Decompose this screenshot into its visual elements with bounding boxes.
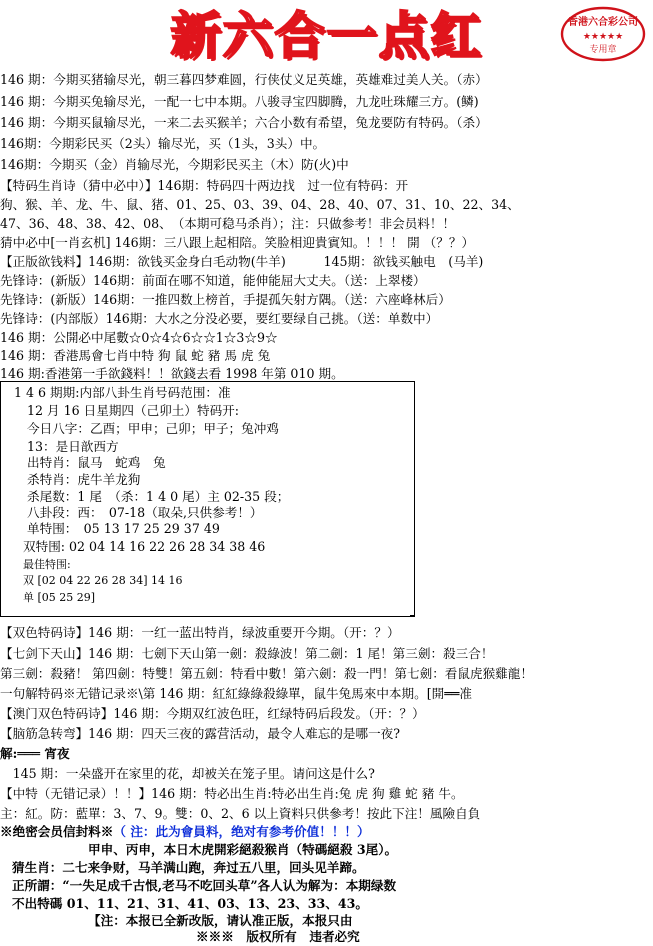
vip-line [0, 822, 653, 841]
box-line: 今日八字：乙酉；甲申；己卯；甲子；兔冲鸡 [27, 421, 279, 436]
prediction-line: 【七剑下天山】146 期：七劍下天山第一劍：殺綠波！第二劍：1 尾！第三劍：殺三合！ [0, 646, 494, 661]
box-line: 1 4 6 期期:内部八卦生肖号码范围：准 [14, 385, 231, 400]
riddle-answer: 解:═══ 宵夜 [0, 746, 70, 761]
company-seal [560, 6, 646, 62]
prediction-line: 先锋诗：(内部版）146期：大水之分没必要，要红要绿自己挑。（送：单数中） [0, 311, 439, 326]
box-line: 双特围: 02 04 14 16 22 26 28 34 38 46 [23, 539, 266, 554]
box-line: 单 [05 25 29] [23, 591, 96, 604]
prediction-line: 【中特（无错记录）！！】146 期：特必出生肖:特必出生肖:兔 虎 狗 雞 蛇 豬 牛。 [0, 786, 464, 801]
copyright-line: ※※※ 版权所有 违者必究 [196, 929, 360, 944]
prediction-line: 先锋诗：(新版）146期：一推四数上榜首，手提孤矢射方隅。（送：六座峰林后） [0, 292, 451, 307]
prediction-line: 145 期：一朵盛开在家里的花，却被关在笼子里。请问这是什么? [0, 766, 375, 781]
prediction-line: 主：紅。防：藍單：3、7、9。雙：0、2、6 以上資料只供參考！按此下注！風險自負 [0, 806, 481, 821]
prediction-line: 146 期：今期买兔输尽光，一配一七中本期。八骏寻宝四脚腾，九龙吐珠耀三方。(鳞) [0, 94, 479, 109]
prediction-line: 146 期：香港馬會七肖中特 狗 鼠 蛇 豬 馬 虎 兔 [0, 348, 271, 363]
page-title: 新六合一点红 [170, 7, 483, 65]
box-line: 单特围： 05 13 17 25 29 37 49 [27, 521, 220, 536]
seal-bottom-text: 专用章 [589, 45, 617, 55]
prediction-line: 【正版欲钱料】146期：欲钱买金身白毛动物(牛羊) 145期：欲钱买触电 (马羊) [0, 254, 484, 269]
prediction-line: 146期：今期彩民买（2头）输尽光，买（1头，3头）中。 [0, 136, 326, 151]
divider [410, 615, 414, 616]
box-line: 双 [02 04 22 26 28 34] 14 16 [23, 574, 183, 587]
final-line: 不出特碼 01、11、21、31、41、03、13、23、33、43。 [12, 896, 368, 911]
vip-label: ※绝密会员信封料※ [0, 824, 114, 839]
prediction-line: 【脑筋急转弯】146 期：四天三夜的露营活动，最令人难忘的是哪一夜? [0, 726, 401, 741]
final-line: 【注：本报已全新改版，请认准正版，本报只由 [88, 913, 353, 928]
prediction-line: 146 期：今期买猪输尽光，朝三暮四梦难圆，行侠仗义足英雄，英雄难过美人关。（赤） [0, 72, 488, 87]
prediction-line: 【双色特码诗】146 期：一红一蓝出特肖，绿波重要开今期。（开：？） [0, 625, 400, 640]
prediction-line: 一句解特码※无错记录※\第 146 期：紅紅綠綠殺綠單，鼠牛兔馬來中本期。[開══准 [0, 686, 472, 701]
prediction-line: 第三劍：殺豬！ 第四劍：特雙！第五劍：特看中數！第六劍：殺一門！第七劍：看鼠虎猴雞龍！ [0, 666, 533, 681]
prediction-line: 47、36、48、38、42、08、 （本期可稳马杀肖）；注：只做参考！非会员料！！ [0, 216, 456, 231]
prediction-line: 146 期：今期买鼠输尽光，一来二去买猴羊；六合小数有希望，兔龙要防有特码。（杀） [0, 115, 488, 130]
box-line: 出特肖：鼠马 蛇鸡 兔 [27, 455, 166, 470]
prediction-line: 狗、猴、羊、龙、牛、鼠、猪、01、25、03、39、04、28、40、07、31、10、22、34、 [0, 197, 520, 212]
prediction-line: 先锋诗：(新版）146期：前面在哪不知道，能伸能屈大丈夫。（送：上翠楼） [0, 273, 426, 288]
prediction-line: 【特码生肖诗（猜中必中）】146期：特码四十两边找 过一位有特码：开 [0, 178, 409, 193]
vip-note: （ 注：此为會員料，绝对有参考价值！！！） [113, 824, 370, 839]
seal-top-text: 香港六合彩公司 [568, 17, 638, 28]
prediction-line: 146期：今期买（金）肖输尽光，今期彩民买主（木）防(火)中 [0, 157, 349, 172]
box-line: 杀尾数：1 尾 （杀：1 4 0 尾）主 02-35 段； [27, 489, 290, 504]
prediction-line: 猜中必中[一肖玄机] 146期：三八跟上起相陪。笑脸相迎貴賓知。！！！ 開 （？？） [0, 235, 475, 250]
box-line: 最佳特围: [23, 558, 71, 571]
box-line: 八卦段：西： 07-18（取朵,只供参考！） [27, 505, 263, 520]
box-line: 杀特肖：虎牛羊龙狗 [27, 472, 141, 487]
seal-stars: ★★★★★ [582, 32, 624, 42]
box-line: 12 月 16 日星期四（己卯土）特码开: [27, 403, 240, 418]
prediction-line: 146 期:香港第一手欲錢料！！欲錢去看 1998 年第 010 期。 [0, 366, 344, 381]
box-line: 13：是日歆西方 [27, 439, 119, 454]
final-line: 正所謂：“一失足成千古恨,老马不吃回头草”各人认为解为：本期绿数 [12, 878, 397, 893]
prediction-line: 146 期：公開必中尾數☆0☆4☆6☆☆1☆3☆9☆ [0, 330, 278, 345]
prediction-line: 【澳门双色特码诗】146 期：今期双红波色旺，红绿特码后段发。（开：？） [0, 706, 425, 721]
final-line: 甲申、丙申，本日木虎開彩絕殺猴肖（特碼絕殺 3尾）。 [88, 842, 398, 857]
final-line: 猜生肖：二七来争财，马羊满山跑，奔过五八里，回头见羊蹄。 [12, 860, 365, 875]
bagua-info-box [0, 381, 415, 617]
